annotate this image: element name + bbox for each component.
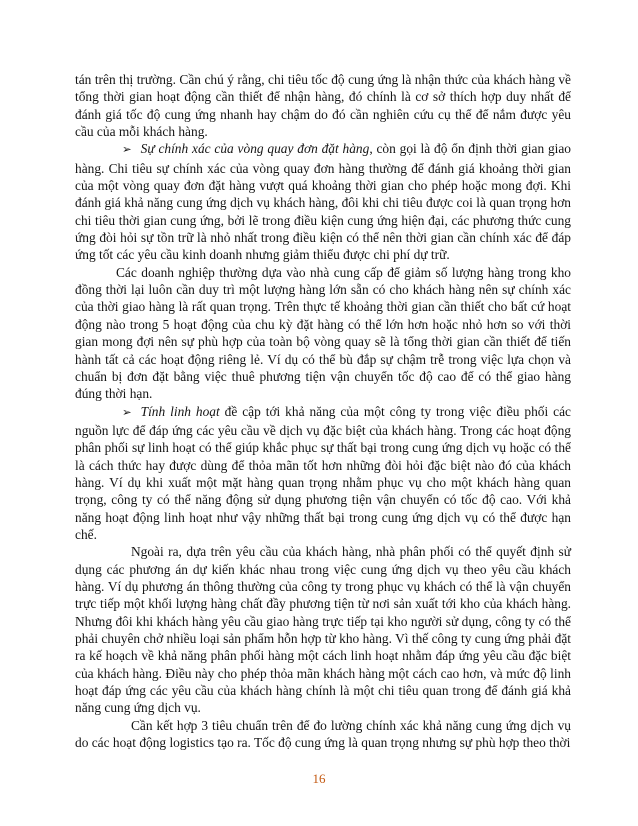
- bullet-paragraph-order-cycle-accuracy: [75, 140, 571, 263]
- bullet-paragraph-flexibility: [75, 403, 571, 544]
- arrow-bullet-icon: ➢: [122, 144, 132, 157]
- bullet-body-text: đề cập tới khả năng của một công ty trong việc điều phối các nguồn lực để đáp ứng các yêu cầu về dịch vụ đặc biệt của khách hàng. Trong các hoạt động phân phối sự linh hoạt có thể giúp khắc phục sự thất bại trong cung ứng dịch vụ hoặc có thể là cách thức hay được dùng để thỏa mãn tốt hơn những đòi hỏi đặc biệt nào đó của khách hàng. Ví dụ khi xuất một mặt hàng quan trọng nhằm phục vụ cho một khách hàng quan trọng, công ty có thể năng động sử dụng phương tiện vận chuyển có tốc độ cao. Với khả năng hoạt động linh hoạt như vậy những thất bại trong cung ứng dịch vụ có thể được hạn chế.: [75, 403, 571, 542]
- paragraph-continuation: tán trên thị trường. Cần chú ý rằng, chi tiêu tốc độ cung ứng là nhận thức của khách hàng về tổng thời gian hoạt động cần thiết để nhận hàng, đó chính là cơ sở thích hợp duy nhất để đánh giá tốc độ cung ứng nhanh hay chậm do đó cần nghiên cứu cụ thể để nắm được yêu cầu của mỗi khách hàng.: [75, 72, 571, 140]
- page-number: 16: [312, 771, 326, 786]
- arrow-bullet-icon: ➢: [122, 406, 132, 419]
- paragraph-suppliers-inventory: Các doanh nghiệp thường dựa vào nhà cung cấp để giảm số lượng hàng trong kho đồng thời lại luôn cần duy trì một lượng hàng lớn sẵn có cho khách hàng nên sự chính xác của thời giao hàng là rất quan trọng. Trên thực tế khoảng thời gian cần thiết cho bất cứ hoạt động nào trong 5 hoạt động của chu kỳ đặt hàng có thể lớn hơn hoặc nhỏ hơn so với thời gian mong đợi nên sự phù hợp của toàn bộ vòng quay sẽ là tổng thời gian cần thiết để tiến hành tất cả các hoạt động riêng lẻ. Ví dụ có thể bù đắp sự chậm trễ trong việc lựa chọn và chuẩn bị đơn đặt bằng việc thuê phương tiện vận chuyển tốc độ cao để có thể giao hàng đúng thời hạn.: [75, 264, 571, 402]
- bullet-lead-italic: Tính linh hoạt: [140, 403, 220, 419]
- bullet-body-text: , còn gọi là độ ổn định thời gian giao hàng. Chi tiêu sự chính xác của vòng quay đơn hàng thường để đánh giá khoảng thời gian của một vòng quay đơn đặt hàng vượt quá khoảng thời gian cho phép hoặc mong đợi. Khi đánh giá khả năng cung ứng dịch vụ khách hàng, đôi khi chi tiêu được coi là quan trọng hơn chi tiêu thời gian cung ứng, bởi lẽ trong điều kiện cung ứng hiện đại, các phương thức cung ứng đòi hỏi sự tồn trữ là nhỏ nhất trong điều kiện có thể nên thời gian cần chính xác để đáp ứng tốt các yêu cầu kinh doanh nhưng giảm thiểu được chi phí dự trữ.: [75, 141, 572, 263]
- text-block: [75, 71, 571, 751]
- bullet-lead-italic: Sự chính xác của vòng quay đơn đặt hàng: [140, 141, 370, 157]
- paragraph-three-criteria: Cần kết hợp 3 tiêu chuẩn trên để đo lường chính xác khả năng cung ứng dịch vụ do các hoạt động logistics tạo ra. Tốc độ cung ứng là quan trọng nhưng sự phù hợp theo thời: [75, 717, 571, 751]
- paragraph-customer-requirements: Ngoài ra, dựa trên yêu cầu của khách hàng, nhà phân phối có thể quyết định sử dụng các phương án dự kiến khác nhau trong việc cung ứng dịch vụ theo yêu cầu khách hàng. Ví dụ phương án thông thường của công ty trong phục vụ khách có thể là vận chuyển trực tiếp một khối lượng hàng chất đầy phương tiện từ nơi sản xuất tới kho của khách hàng. Nhưng đôi khi khách hàng yêu cầu giao hàng trực tiếp tại kho người sử dụng, công ty có thể phải chuyên chở nhiều loại sản phẩm hỗn hợp từ kho hàng. Vì thế công ty cung ứng phải đặt ra kế hoạch về khả năng phân phối hàng một cách linh hoạt nhằm đáp ứng yêu cầu đặc biệt của khách hàng. Điều này cho phép thỏa mãn khách hàng một cách cao hơn, và mức độ linh hoạt đáp ứng các yêu cầu của khách hàng chính là một chi tiêu quan trong để đánh giá khả năng cung ứng dịch vụ.: [75, 544, 571, 716]
